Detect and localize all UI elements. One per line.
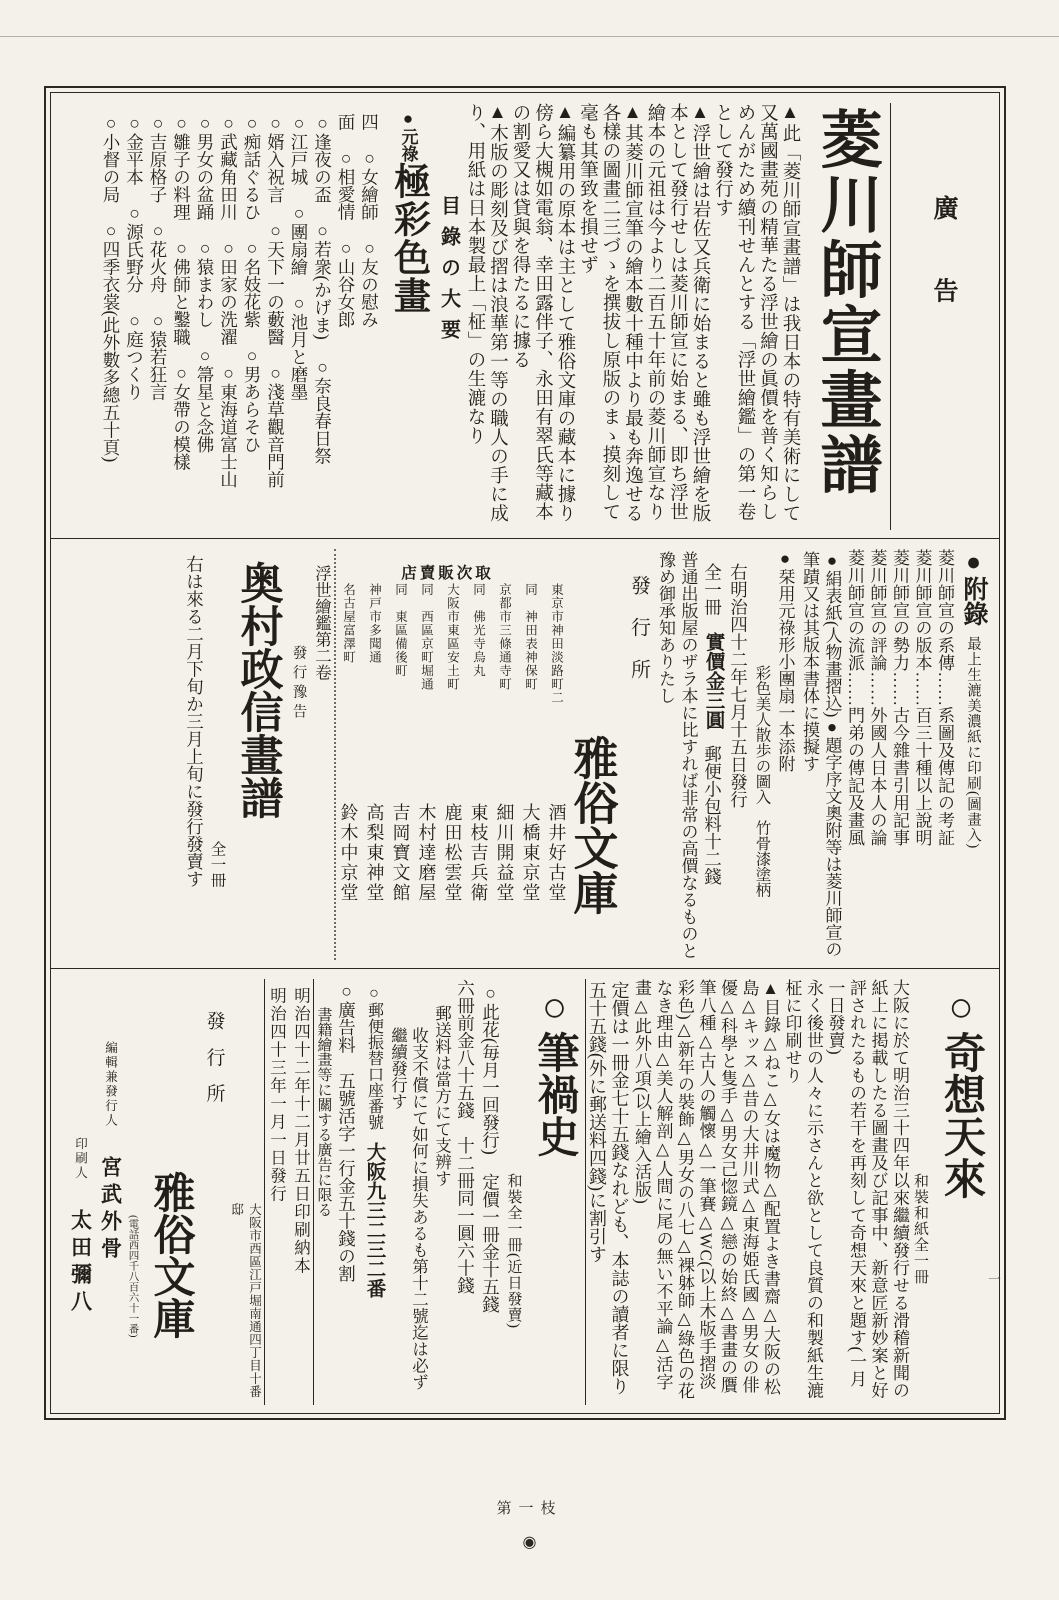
bookmark-note bbox=[752, 549, 798, 960]
body-paragraph: ▲浮世繪は岩佐又兵衛に始まると雖も浮世繪を版本として發行せしは菱川師宣に始まる、即ち浮世繪本の元祖は今より二百五十年前の菱川師宣なり bbox=[645, 103, 710, 523]
ad-rate-value: 五號活字一行金五十錢の割 bbox=[336, 1071, 357, 1282]
toc-column: ○痴話ぐるひ ○名妓花紫 ○男あらそひ bbox=[242, 113, 262, 453]
toc-column: ○男女の盆踊 ○猿まわし ○箒星と念佛 bbox=[195, 113, 215, 453]
konohana-price: 定價一冊金十五錢 bbox=[480, 1172, 501, 1313]
section-appendix-publisher bbox=[51, 539, 999, 969]
printer-role: 印刷人 bbox=[73, 1137, 88, 1181]
appendix-item: 菱川師宣の流派……門弟の傳記及畫風 bbox=[845, 549, 864, 847]
agent-name: 鈴木中京堂 bbox=[338, 803, 359, 903]
appendix-item: 菱川師宣の版本……百三十種以上說明 bbox=[912, 549, 932, 847]
kisotenrai-title: ○奇想天來 bbox=[938, 985, 984, 1199]
agent-name: 高梨東神堂 bbox=[364, 803, 385, 903]
toc-column: ○婿入祝言 ○天下一の藪醫 ○淺草觀音門前 bbox=[265, 113, 286, 488]
agent-address: 大阪市東區安土町 bbox=[445, 583, 460, 691]
registration-mark-icon: ◉ bbox=[522, 1534, 537, 1551]
konohana-title: ○此花(毎月一回發行) bbox=[480, 983, 501, 1155]
kisotenrai-format: 和裝和紙全一冊 bbox=[912, 1173, 928, 1285]
announcement-notice: 發行豫告 bbox=[290, 645, 307, 724]
agents-block bbox=[336, 549, 567, 953]
announcement-title: 奥村政信畫譜 bbox=[234, 561, 282, 819]
kisotenrai-paragraph: 永く後世の人々に示さんと欲として良質の和製紙生漉柾に印刷せり bbox=[782, 979, 823, 1399]
agent-address: 名古屋富澤町 bbox=[341, 583, 356, 664]
announcement-volume: 全一冊 bbox=[208, 841, 226, 888]
postage-value: 郵便小包料十二錢 bbox=[702, 745, 723, 885]
body-paragraph: ▲此「菱川師宣畫譜」は我日本の特有美術にして又萬國畫苑の精華たる浮世繪の眞價を普く知らしめんがため續刊せんとする「浮世繪鑑」の第一卷として發行す bbox=[712, 103, 800, 523]
agent-name: 鹿田松雲堂 bbox=[442, 803, 463, 903]
toc-column: 四 ○女繪師 ○友の慰み bbox=[359, 113, 380, 328]
postal-transfer-line bbox=[360, 979, 388, 1405]
issuer-name: 雅俗文庫 bbox=[566, 735, 617, 915]
section-moronobu-gafu bbox=[51, 93, 999, 539]
body-paragraph: ▲編纂用の原本は主として雅俗文庫の藏本に據り傍ら大槻如電翁、幸田露伴子、永田有翠氏等藏本の割愛又は貸與を得たるに據る bbox=[510, 103, 575, 523]
ad-restriction: 書籍繪畫等に關する廣告に限る bbox=[315, 1007, 332, 1217]
toc-column: ○逢夜の盃 ○若衆(かげま) ○奈良春日祭 bbox=[312, 113, 333, 465]
publisher-address: 大阪市西區江戸堀南通四丁目十番邸 bbox=[229, 1203, 262, 1398]
agent-address: 神戸市多聞通 bbox=[367, 583, 382, 664]
hikkashi-header bbox=[504, 979, 585, 1405]
issuer-label: 發行所 bbox=[627, 575, 650, 701]
konohana-postage-note: 郵送料は當方にて支辨す bbox=[432, 1005, 452, 1187]
agent-address: 同 東區備後町 bbox=[393, 583, 408, 678]
agent-entry bbox=[388, 583, 414, 935]
issued-date: 明治四十三年一月一日發行 bbox=[267, 987, 287, 1203]
ad-rate-line bbox=[335, 979, 360, 1405]
advertisement-frame-inner bbox=[50, 92, 1000, 1414]
postal-transfer-number: 大阪九三二三二番 bbox=[363, 1142, 385, 1298]
announcement-note: 右は來る二月下旬か三月上旬に發行發賣す bbox=[184, 555, 205, 888]
agent-entry bbox=[544, 583, 570, 935]
agent-entry bbox=[362, 583, 388, 935]
agent-name: 吉岡寶文館 bbox=[390, 803, 411, 903]
hikkashi-title: ○筆禍史 bbox=[531, 985, 578, 1157]
editor-name: 宮武外骨 bbox=[98, 1156, 123, 1264]
toc-column: ○江戸城 ○團扇繪 ○池月と磨墨 bbox=[289, 113, 309, 401]
toc-column: ○雛子の料理 ○佛師と鑿職 ○女帶の模樣 bbox=[171, 113, 192, 471]
toc-heading: 目錄の大要 bbox=[437, 195, 460, 350]
agent-address: 同 神田表神保町 bbox=[523, 583, 538, 691]
body-paragraph: ▲其菱川師宣筆の繪本數十種中より最も奔逸せる各樣の圖畫二三づゝを撰拔し原版のまゝ摸刻して毫も其筆致を損せず bbox=[577, 103, 643, 523]
agent-name: 細川開益堂 bbox=[494, 803, 515, 903]
toc-column: ○武藏角田川 ○田家の洗濯 ○東海道富士山 bbox=[218, 113, 239, 488]
bookmark-note-detail: 彩色美人散歩の圖入 竹骨漆塗柄 bbox=[753, 665, 771, 898]
konohana-title-line bbox=[479, 979, 504, 1405]
announcement-series-title: 浮世繪鑑第二卷 bbox=[312, 565, 332, 681]
hikkashi-format: 和裝全一冊(近日發賣) bbox=[505, 1173, 522, 1329]
agent-address: 京都市三條通寺町 bbox=[497, 583, 512, 691]
agents-list bbox=[336, 583, 570, 935]
advertisement-frame bbox=[44, 86, 1006, 1420]
agent-address: 同 佛光寺烏丸 bbox=[471, 583, 486, 678]
konohana-prepaid: 六冊前金八十五錢 十二冊同一圓六十錢 bbox=[455, 979, 476, 1294]
kisotenrai-header bbox=[910, 979, 991, 1405]
appendix-heading bbox=[955, 549, 991, 960]
postal-transfer-label: ○郵便振替口座番號 bbox=[365, 985, 383, 1130]
ad-rate-label: ○廣告料 bbox=[336, 981, 357, 1054]
binding-note: ●絹表紙(人物畫摺込)●題字序文奧附等は菱川師宣の筆蹟又は其版本書体に摸擬す bbox=[800, 551, 842, 958]
kisotenrai-paragraph: ▲目錄△ねこ△女は魔物△配置よき書齋△大阪の松島△キッス△昔の大井川式△東海姫氏國△男女の俳優△科學と隻手△男女己惚鏡△戀の始終△書畫の贋筆八種△古人の觸懷△一筆賽△WC(以上木版手摺淡彩色)△新年の裝飾△男女の八七△裸躰師△綠色の花なき理由△美人解剖△人間に尾の無い不平論△活字畫△此外八項(以上繪入活版) bbox=[632, 979, 780, 1400]
appendix-heading-note: 最上生漉美濃紙に印刷(圖畫入) bbox=[965, 636, 981, 850]
advertisement-label: 廣告 bbox=[890, 103, 991, 530]
editor-role: 編輯兼發行人 bbox=[103, 1041, 118, 1128]
price-note: 普通出版屋のザラ本に比すれば非常の高價なるものと豫め御承知ありたし bbox=[656, 551, 698, 959]
price-value: 實價金三圓 bbox=[702, 631, 724, 729]
printed-date: 明治四十二年十二月廿五日印刷納本 bbox=[291, 987, 311, 1275]
publisher-phone: (電話西四千八百六十一番) bbox=[127, 1215, 139, 1338]
agent-name: 大橋東京堂 bbox=[520, 803, 541, 903]
toc-column: ○小督の局 ○四季衣裳(此外數多總五十頁) bbox=[101, 113, 121, 463]
margin-mark: 一 bbox=[986, 1272, 1001, 1285]
toc-series-name: 極彩色畫 bbox=[387, 162, 429, 315]
toc-series-era: ●元祿 bbox=[398, 109, 418, 162]
printer-name: 太田彌八 bbox=[68, 1208, 93, 1317]
appendix-item: 菱川師宣の評論……外國人日本人の論 bbox=[867, 549, 887, 847]
publisher-label: 發行所 bbox=[203, 1011, 225, 1120]
appendix-item: 菱川師宣の勢力……古今雜書引用記事 bbox=[890, 549, 909, 847]
agent-entry bbox=[440, 583, 466, 935]
agents-heading: 取次販賣店 bbox=[401, 565, 494, 582]
agent-address: 東京市神田淡路町二 bbox=[549, 583, 564, 705]
printer-line bbox=[66, 979, 96, 1405]
kisotenrai-paragraph: 大阪に於て明治三十四年以來繼續發行せる滑稽新聞の紙上に掲載したる圖畫及び記事中、新意匠新妙案と好評されたるもの若干を再刻して奇想天來と題す(一月一日發賣) bbox=[825, 979, 909, 1399]
agent-name: 酒井好古堂 bbox=[546, 803, 567, 903]
appendix-item: 菱川師宣の系傳……系圖及傳記の考証 bbox=[935, 549, 954, 847]
konohana-continuation-note: 收支不償にて如何に損失あるも第十二號迄は必ず繼續發行す bbox=[388, 1027, 429, 1390]
agent-name: 木村達磨屋 bbox=[416, 803, 437, 903]
toc-column: ○吉原格子 ○花火舟 ○猿若狂言 bbox=[148, 113, 168, 401]
volume-label: 全一冊 bbox=[702, 563, 723, 616]
price-line bbox=[699, 549, 727, 960]
kisotenrai-price-note: 定價は一冊金七十五錢なれども、本誌の讀者に限り五十五錢(外に郵送料四錢)に割引す bbox=[587, 981, 630, 1395]
editor-line bbox=[96, 979, 126, 1405]
bookmark-note-main: ●栞用元祿形小團扇一本添附 bbox=[775, 549, 795, 772]
agent-entry bbox=[414, 583, 440, 935]
appendix-heading-main: ●附錄 bbox=[960, 549, 987, 626]
agent-entry bbox=[466, 583, 492, 935]
toc-column: 面 ○相愛情 ○山谷女郎 bbox=[336, 113, 356, 328]
publish-date: 右明治四十二年七月十五日發行 bbox=[728, 563, 749, 808]
agent-entry bbox=[336, 583, 362, 935]
agent-entry bbox=[492, 583, 518, 935]
footer-label: 第一枝 bbox=[496, 1501, 563, 1517]
top-rule bbox=[0, 36, 1059, 37]
toc-column: ○金平本 ○源氏野分 ○庭つくり bbox=[124, 113, 145, 401]
publisher-name: 雅俗文庫 bbox=[147, 1171, 194, 1339]
body-paragraph: ▲木版の彫刻及び摺は浪華第一等の職人の手に成り、用紙は日本製最上「柾」の生漉なり bbox=[465, 103, 508, 523]
agent-address: 同 西區京町堀通 bbox=[419, 583, 434, 691]
announcement-series bbox=[289, 549, 334, 960]
toc-series-title bbox=[381, 103, 435, 530]
agent-name: 東枝吉兵衛 bbox=[468, 803, 489, 903]
section-other-publications bbox=[51, 969, 999, 1413]
page-title: 菱川師宣畫譜 bbox=[811, 107, 879, 498]
agent-entry bbox=[518, 583, 544, 935]
